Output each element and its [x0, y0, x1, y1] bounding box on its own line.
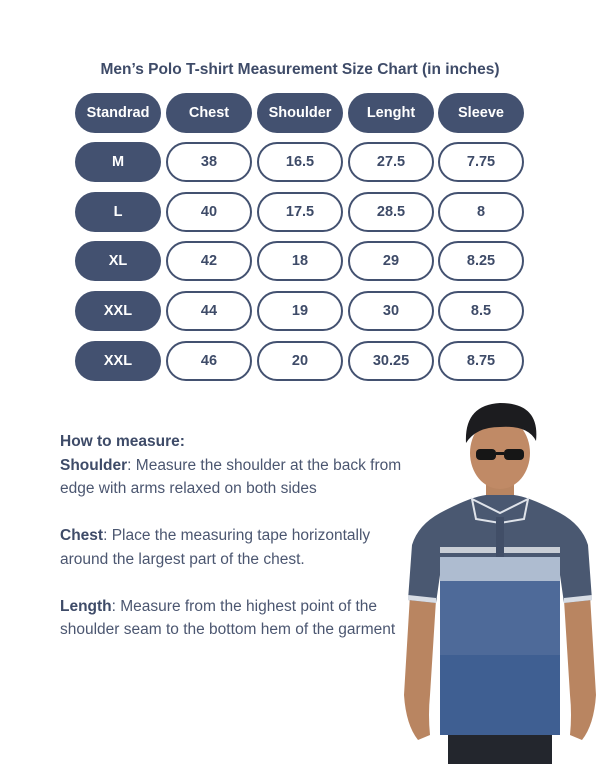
chest-value: 40 — [166, 192, 252, 232]
shirt-stripe-wide — [440, 557, 560, 581]
sunglasses-bridge — [496, 452, 504, 455]
chest-instruction — [60, 524, 405, 571]
sunglasses-left-lens — [476, 449, 496, 460]
model-trousers — [448, 735, 552, 764]
chest-value: 38 — [166, 142, 252, 182]
size-label-l: L — [75, 192, 161, 232]
chest-value: 44 — [166, 291, 252, 331]
model-photo — [400, 395, 600, 764]
header-sleeve: Sleeve — [438, 93, 524, 133]
length-value: 29 — [348, 241, 434, 281]
shoulder-value: 20 — [257, 341, 343, 381]
length-value: 27.5 — [348, 142, 434, 182]
shoulder-instruction — [60, 454, 405, 501]
shoulder-value: 17.5 — [257, 192, 343, 232]
shoulder-text: : Measure the shoulder at the back from edge with arms relaxed on both sides — [60, 456, 402, 497]
sleeve-value: 8.75 — [438, 341, 524, 381]
chest-text: : Place the measuring tape horizontally around the largest part of the chest. — [60, 527, 371, 568]
length-instruction — [60, 595, 405, 642]
shoulder-value: 16.5 — [257, 142, 343, 182]
header-shoulder: Shoulder — [257, 93, 343, 133]
length-value: 30.25 — [348, 341, 434, 381]
shirt-placket — [496, 517, 504, 557]
size-label-xxl-2: XXL — [75, 341, 161, 381]
sleeve-value: 8.25 — [438, 241, 524, 281]
size-label-xl: XL — [75, 241, 161, 281]
chart-title: Men’s Polo T-shirt Measurement Size Chart (in inches) — [100, 61, 500, 78]
length-term: Length — [60, 597, 112, 615]
sleeve-value: 8.5 — [438, 291, 524, 331]
header-standard: Standrad — [75, 93, 161, 133]
chest-value: 42 — [166, 241, 252, 281]
shirt-panel-deep-blue — [440, 655, 560, 735]
length-text: : Measure from the highest point of the shoulder seam to the bottom hem of the garment — [60, 597, 396, 638]
model-right-arm — [564, 595, 596, 740]
shoulder-term: Shoulder — [60, 456, 128, 474]
header-chest: Chest — [166, 93, 252, 133]
size-label-m: M — [75, 142, 161, 182]
how-to-measure-heading: How to measure: — [60, 433, 185, 450]
chest-term: Chest — [60, 527, 104, 544]
shoulder-value: 19 — [257, 291, 343, 331]
chest-value: 46 — [166, 341, 252, 381]
shirt-panel-blue — [440, 581, 560, 655]
size-label-xxl: XXL — [75, 291, 161, 331]
header-length: Lenght — [348, 93, 434, 133]
sleeve-value: 7.75 — [438, 142, 524, 182]
length-value: 28.5 — [348, 192, 434, 232]
sleeve-value: 8 — [438, 192, 524, 232]
shoulder-value: 18 — [257, 241, 343, 281]
how-to-measure — [60, 430, 405, 665]
sunglasses-right-lens — [504, 449, 524, 460]
model-left-arm — [404, 595, 436, 740]
length-value: 30 — [348, 291, 434, 331]
